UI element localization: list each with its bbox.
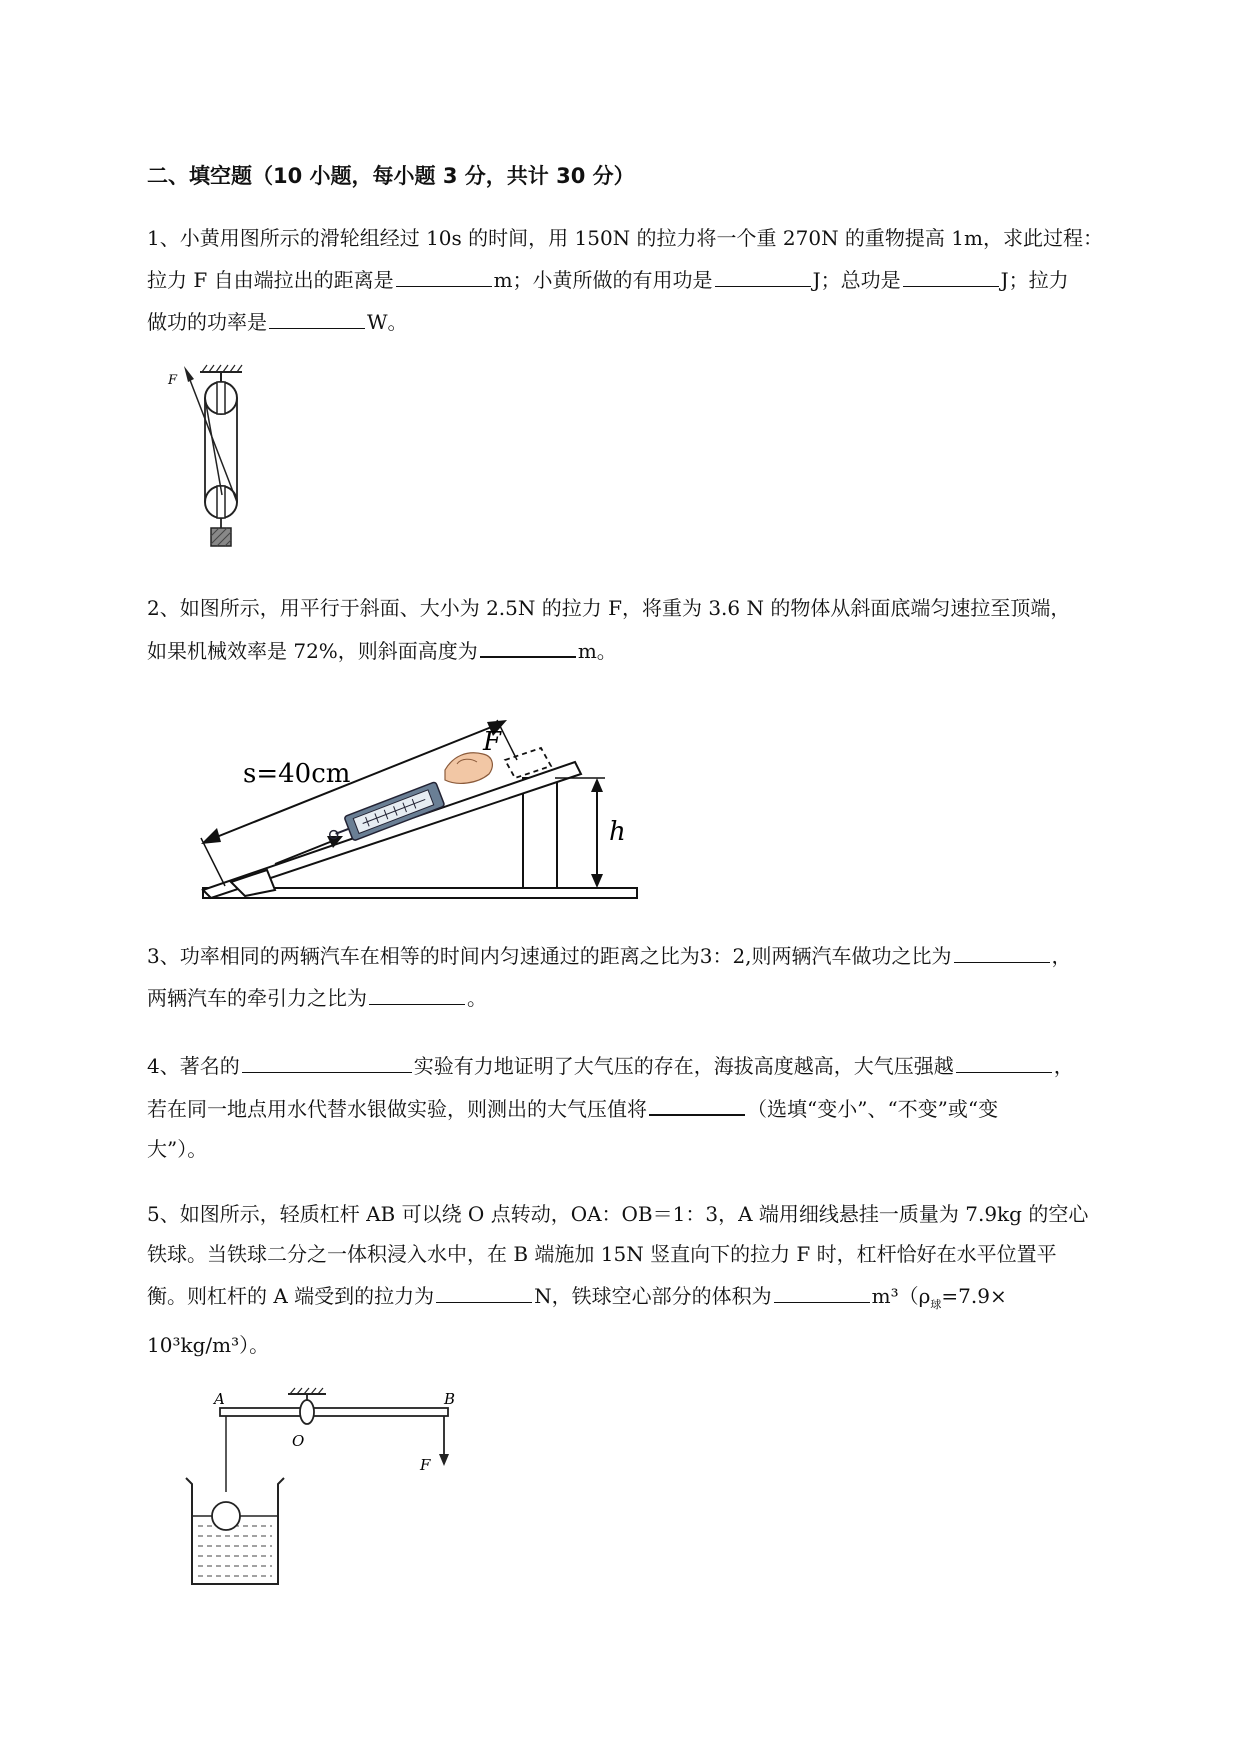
q1-line-3: 做功的功率是 W。 (147, 300, 1157, 342)
q1-line-2: 拉力 F 自由端拉出的距离是 m；小黄所做的有用功是 J；总功是 J；拉力 (147, 258, 1157, 300)
pulley-figure (170, 360, 260, 550)
hand (445, 753, 492, 784)
q1-blank-power[interactable] (269, 300, 365, 329)
q5-line-4: 10³kg/m³）。 (147, 1333, 270, 1357)
q2-line-1: 2、如图所示，用平行于斜面、大小为 2.5N 的拉力 F，将重为 3.6 N 的物体从斜面底端匀速拉至顶端， (147, 596, 1071, 620)
support-post (523, 778, 557, 888)
q5-blank-volume[interactable] (774, 1274, 870, 1303)
q1-blank-total-work[interactable] (903, 258, 999, 287)
height-label: h (609, 817, 626, 847)
question-2 (147, 588, 1157, 671)
q1-blank-useful-work[interactable] (715, 258, 811, 287)
lever-pivot (300, 1400, 314, 1424)
lever-label-o: O (292, 1432, 305, 1450)
q3-blank-force-ratio[interactable] (369, 976, 465, 1005)
pulley-force-label: F (168, 373, 178, 388)
q3-line-1: 3、功率相同的两辆汽车在相等的时间内匀速通过的距离之比为3：2,则两辆汽车做功之比为 ， (147, 934, 1157, 976)
lever-label-a: A (214, 1390, 225, 1408)
q4-line-3: 大”）。 (147, 1137, 208, 1161)
ceiling-hatch (202, 365, 242, 372)
q5-line-2: 铁球。当铁球二分之一体积浸入水中，在 B 端施加 15N 竖直向下的拉力 F 时，杠杆恰好在水平位置平 (147, 1242, 1057, 1266)
q1-blank-distance[interactable] (396, 258, 492, 287)
q4-line-2: 若在同一地点用水代替水银做实验，则测出的大气压值将 （选填“变小”、“不变”或“变 (147, 1086, 1157, 1129)
iron-ball (212, 1502, 240, 1530)
lever-bar (220, 1408, 448, 1416)
incline-figure (195, 700, 645, 910)
section-heading: 二、填空题（10 小题，每小题 3 分，共计 30 分） (147, 164, 635, 188)
force-arrow (184, 366, 194, 382)
distance-label: s=40cm (243, 759, 351, 789)
question-1 (147, 218, 1157, 342)
question-5 (147, 1194, 1157, 1365)
q1-line-1: 1、小黄用图所示的滑轮组经过 10s 的时间，用 150N 的拉力将一个重 270N 的重物提高 1m，求此过程： (147, 226, 1103, 250)
q5-blank-tension[interactable] (436, 1274, 532, 1303)
q5-line-1: 5、如图所示，轻质杠杆 AB 可以绕 O 点转动，OA：OB＝1：3，A 端用细线悬挂一质量为 7.9kg 的空心 (147, 1202, 1089, 1226)
q2-blank-height[interactable] (480, 628, 576, 658)
beaker (186, 1478, 284, 1584)
q4-blank-pressure[interactable] (956, 1044, 1052, 1073)
q4-blank-value[interactable] (649, 1086, 745, 1116)
q3-blank-work-ratio[interactable] (954, 934, 1050, 963)
water (198, 1526, 272, 1576)
question-4 (147, 1044, 1157, 1169)
incline-force-label: F (483, 727, 502, 757)
q4-line-1: 4、著名的 实验有力地证明了大气压的存在，海拔高度越高，大气压强越 ， (147, 1044, 1157, 1086)
question-3 (147, 934, 1157, 1018)
q4-blank-experiment[interactable] (242, 1044, 412, 1073)
q3-line-2: 两辆汽车的牵引力之比为 。 (147, 976, 1157, 1018)
q2-line-2: 如果机械效率是 72%，则斜面高度为 m。 (147, 628, 1157, 671)
lever-label-b: B (444, 1390, 456, 1408)
lever-label-f: F (420, 1456, 431, 1474)
lever-figure (170, 1380, 480, 1580)
q5-line-3: 衡。则杠杆的 A 端受到的拉力为 N，铁球空心部分的体积为 $m^3(\rho_球=7.9\times$ (147, 1274, 1157, 1325)
